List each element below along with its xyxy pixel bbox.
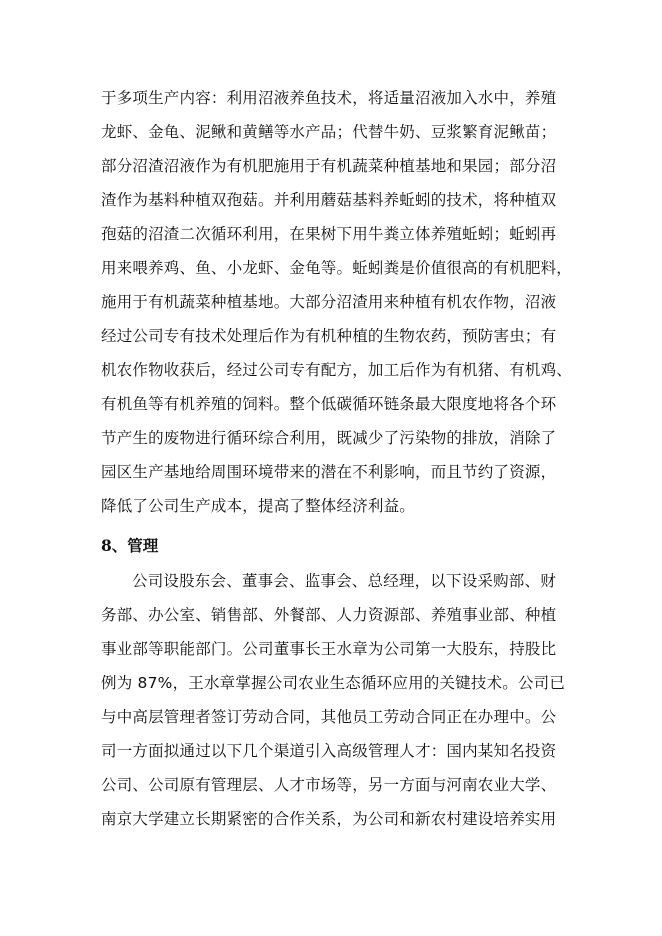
paragraph-2-line: 事业部等职能部门。公司董事长王水章为公司第一大股东，持股比 <box>101 640 557 658</box>
paragraph-1-line: 有机鱼等有机养殖的饲料。整个低碳循环链条最大限度地将各个环 <box>101 395 557 413</box>
paragraph-1-line: 孢菇的沼渣二次循环利用，在果树下用牛粪立体养殖蚯蚓；蚯蚓再 <box>101 225 557 243</box>
paragraph-2-line: 公司设股东会、董事会、监事会、总经理，以下设采购部、财 <box>132 572 556 590</box>
paragraph-2-line: 例为 87%，王水章掌握公司农业生态循环应用的关键技术。公司已 <box>101 674 566 692</box>
paragraph-2-line: 务部、办公室、销售部、外餐部、人力资源部、养殖事业部、种植 <box>101 606 557 624</box>
paragraph-1-line: 节产生的废物进行循环综合利用，既减少了污染物的排放，消除了 <box>101 429 557 447</box>
paragraph-2-line: 与中高层管理者签订劳动合同，其他员工劳动合同正在办理中。公 <box>101 708 557 726</box>
paragraph-1-line: 用来喂养鸡、鱼、小龙虾、金龟等。蚯蚓粪是价值很高的有机肥料， <box>101 259 573 277</box>
paragraph-1-line: 部分沼渣沼液作为有机肥施用于有机蔬菜种植基地和果园；部分沼 <box>101 157 557 175</box>
paragraph-1-line: 龙虾、金龟、泥鳅和黄鳝等水产品；代替牛奶、豆浆繁育泥鳅苗； <box>101 123 557 141</box>
paragraph-1-line: 经过公司专有技术处理后作为有机种植的生物农药，预防害虫；有 <box>101 327 557 345</box>
paragraph-1-line: 渣作为基料种植双孢菇。并利用蘑菇基料养蚯蚓的技术，将种植双 <box>101 191 557 209</box>
paragraph-2-line: 司一方面拟通过以下几个渠道引入高级管理人才：国内某知名投资 <box>101 742 557 760</box>
section-heading: 8、管理 <box>101 536 159 555</box>
paragraph-1-line: 园区生产基地给周围环境带来的潜在不利影响，而且节约了资源， <box>101 463 557 481</box>
paragraph-1-line: 于多项生产内容：利用沼液养鱼技术，将适量沼液加入水中，养殖 <box>101 89 557 107</box>
paragraph-1-line: 降低了公司生产成本，提高了整体经济利益。 <box>101 497 416 515</box>
paragraph-1-line: 施用于有机蔬菜种植基地。大部分沼渣用来种植有机农作物，沼液 <box>101 293 557 311</box>
paragraph-2-line: 南京大学建立长期紧密的合作关系，为公司和新农村建设培养实用 <box>101 810 557 828</box>
paragraph-1-line: 机农作物收获后，经过公司专有配方，加工后作为有机猪、有机鸡、 <box>101 361 573 379</box>
paragraph-2-line: 公司、公司原有管理层、人才市场等，另一方面与河南农业大学、 <box>101 776 557 794</box>
